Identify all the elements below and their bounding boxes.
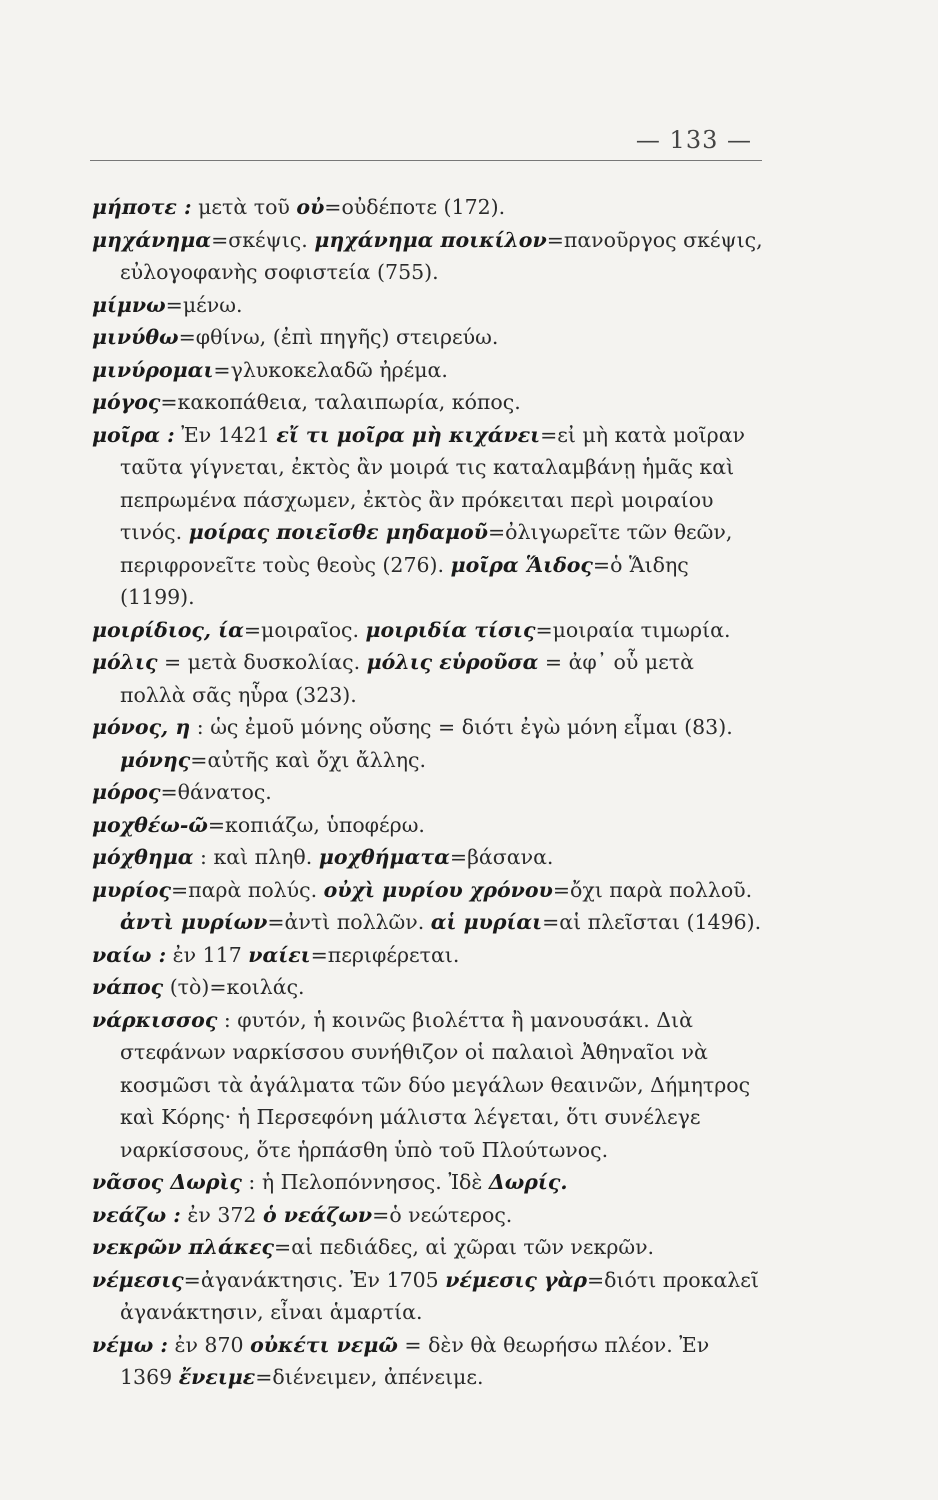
glossary-entry [92,939,766,972]
definition-text: ἐν 870 [167,1332,251,1357]
glossary-entry [92,419,766,614]
headword: μηχάνημα ποικίλον [314,227,547,252]
glossary-entry [92,711,766,776]
definition-text: (τὸ)=κοιλάς. [163,975,305,999]
definition-text: =ὄχι παρὰ πολλοῦ. [552,877,753,902]
definition-text: =φθίνω, (ἐπὶ πηγῆς) στειρεύω. [178,325,499,349]
headword: οὐ [296,195,325,219]
definition-text: =αἱ πλεῖσται (1496). [542,910,762,934]
headword: νέμεσις [92,1267,184,1292]
headword: μοίρας ποιεῖσθε μηδαμοῦ [188,520,488,544]
glossary-text [92,191,766,1394]
headword: μήποτε : [92,195,192,219]
headword: νάπος [92,975,164,999]
definition-text: : καὶ πληθ. [193,845,319,869]
headword: μοχθέω-ῶ [92,812,208,837]
definition-text: =πανοῦργος σκέψις, εὐλογοφανὴς σοφιστεία (755). [120,227,763,284]
headword: νέμω : [92,1332,168,1357]
headword: νάρκισσος [92,1007,218,1032]
definition-text: =αὐτῆς καὶ ὄχι ἄλλης. [190,747,427,772]
definition-text: : φυτόν, ἡ κοινῶς βιολέττα ἢ μανουσάκι. Διὰ στεφάνων ναρκίσσου συνήθιζον οἱ παλαιοὶ Ἀθηναῖοι νὰ κοσμῶσι τὰ ἀγάλματα τῶν δύο μεγάλων θεαινῶν, Δήμητρος καὶ Κόρης· ἡ Περσεφόνη μάλιστα λέγεται, ὅτι συνέλεγε ναρκίσσους, ὅτε ἡρπάσθη ὑπὸ τοῦ Πλούτωνος. [120,1007,751,1162]
headword: μοῖρα Ἅιδος [450,552,593,577]
definition-text: =κακοπάθεια, ταλαιπωρία, κόπος. [160,390,521,414]
definition-text: =θάνατος. [160,780,272,804]
headword: ἔνειμε [178,1365,256,1389]
headword: μόγος [92,390,161,414]
definition-text: = ἀφ᾽ οὗ μετὰ πολλὰ σᾶς ηὗρα (323). [120,650,694,707]
headword: μηχάνημα [92,227,212,252]
glossary-entry [92,1329,766,1394]
headword: οὐχὶ μυρίου χρόνου [323,877,553,902]
headword: μόχθημα [92,845,194,869]
definition-text: =γλυκοκελαδῶ ἠρέμα. [213,357,448,382]
glossary-entry [92,321,766,354]
glossary-entry [92,1166,766,1199]
headword: μόνης [120,747,191,772]
glossary-entry [92,646,766,711]
glossary-entry [92,386,766,419]
headword: μοχθήματα [318,845,450,869]
headword: Δωρίς. [488,1170,568,1194]
definition-text: ἐν 117 [166,942,249,967]
definition-text: =εἰ μὴ κατὰ μοῖραν ταῦτα γίγνεται, ἐκτὸς ἂν μοιρά τις καταλαμβάνῃ ἡμᾶς καὶ πεπρωμένα πάσχωμεν, ἐκτὸς ἂν πρόκειται περὶ μοιραίου τινός. [120,422,745,544]
headword: μινύθω [92,325,179,349]
definition-text: =διότι προκαλεῖ ἀγανάκτησιν, εἶναι ἁμαρτία. [120,1267,759,1324]
glossary-entry [92,191,766,224]
definition-text: =διένειμεν, ἀπένειμε. [255,1365,484,1389]
headword: ἀντὶ μυρίων [120,910,268,934]
headword: ναίει [248,942,311,967]
headword: νεκρῶν πλάκες [92,1235,275,1259]
page-number: — 133 — [635,126,752,154]
definition-text: =ἀντὶ πολλῶν. [267,910,431,934]
definition-text: =παρὰ πολύς. [170,877,324,902]
glossary-entry [92,1199,766,1232]
glossary-entry [92,776,766,809]
headword: μόλις [92,650,158,674]
headword: μοῖρα : [92,422,175,447]
definition-text: =βάσανα. [449,845,554,869]
definition-text: =κοπιάζω, ὑποφέρω. [207,812,425,837]
definition-text: =ὁ Ἅιδης (1199). [120,552,689,609]
glossary-entry [92,841,766,874]
definition-text: =μένω. [165,292,243,317]
glossary-entry [92,1231,766,1264]
headword: εἴ τι μοῖρα μὴ κιχάνει [276,422,541,447]
headword: νέμεσις γὰρ [445,1267,587,1292]
definition-text: =μοιραῖος. [243,617,366,642]
headword: μίμνω [92,292,166,317]
definition-text: : ἡ Πελοπόννησος. Ἰδὲ [241,1170,489,1194]
definition-text: =ὁ νεώτερος. [372,1202,513,1227]
glossary-entry [92,971,766,1004]
definition-text: = μετὰ δυσκολίας. [157,650,367,674]
headword: νᾶσος Δωρὶς [92,1170,242,1194]
definition-text: : ὡς ἐμοῦ μόνης οὔσης = διότι ἐγὼ μόνη εἶμαι (83). [190,715,733,739]
definition-text: =αἱ πεδιάδες, αἱ χῶραι τῶν νεκρῶν. [274,1235,655,1259]
glossary-entry [92,354,766,387]
headword: οὐκέτι νεμῶ [250,1332,398,1357]
glossary-entry [92,874,766,939]
definition-text: = δὲν θὰ θεωρήσω πλέον. Ἐν 1369 [120,1332,710,1389]
headword: μοιριδία τίσις [365,617,536,642]
definition-text: μετὰ τοῦ [191,195,297,219]
glossary-entry [92,1004,766,1167]
glossary-entry [92,809,766,842]
headword: νεάζω : [92,1202,181,1227]
headword: μόρος [92,780,161,804]
headword: αἱ μυρίαι [430,910,543,934]
headword: μόνος, η [92,715,191,739]
headword: ναίω : [92,942,167,967]
glossary-entry [92,289,766,322]
headword: μόλις εὑροῦσα [366,650,539,674]
glossary-entry [92,224,766,289]
definition-text: =σκέψις. [211,227,315,252]
headword: μινύρομαι [92,357,214,382]
definition-text: =οὐδέποτε (172). [324,195,506,219]
glossary-entry [92,1264,766,1329]
headword: ὁ νεάζων [262,1202,373,1227]
header-rule [90,160,762,161]
glossary-entry [92,614,766,647]
definition-text: =ἀγανάκτησις. Ἐν 1705 [183,1267,446,1292]
definition-text: =ὀλιγωρεῖτε τῶν θεῶν, περιφρονεῖτε τοὺς θεοὺς (276). [120,520,733,577]
headword: μυρίος [92,877,171,902]
headword: μοιρίδιος, ία [92,617,244,642]
definition-text: =περιφέρεται. [310,942,460,967]
definition-text: Ἐν 1421 [174,422,277,447]
definition-text: ἐν 372 [180,1202,263,1227]
definition-text: =μοιραία τιμωρία. [535,617,731,642]
